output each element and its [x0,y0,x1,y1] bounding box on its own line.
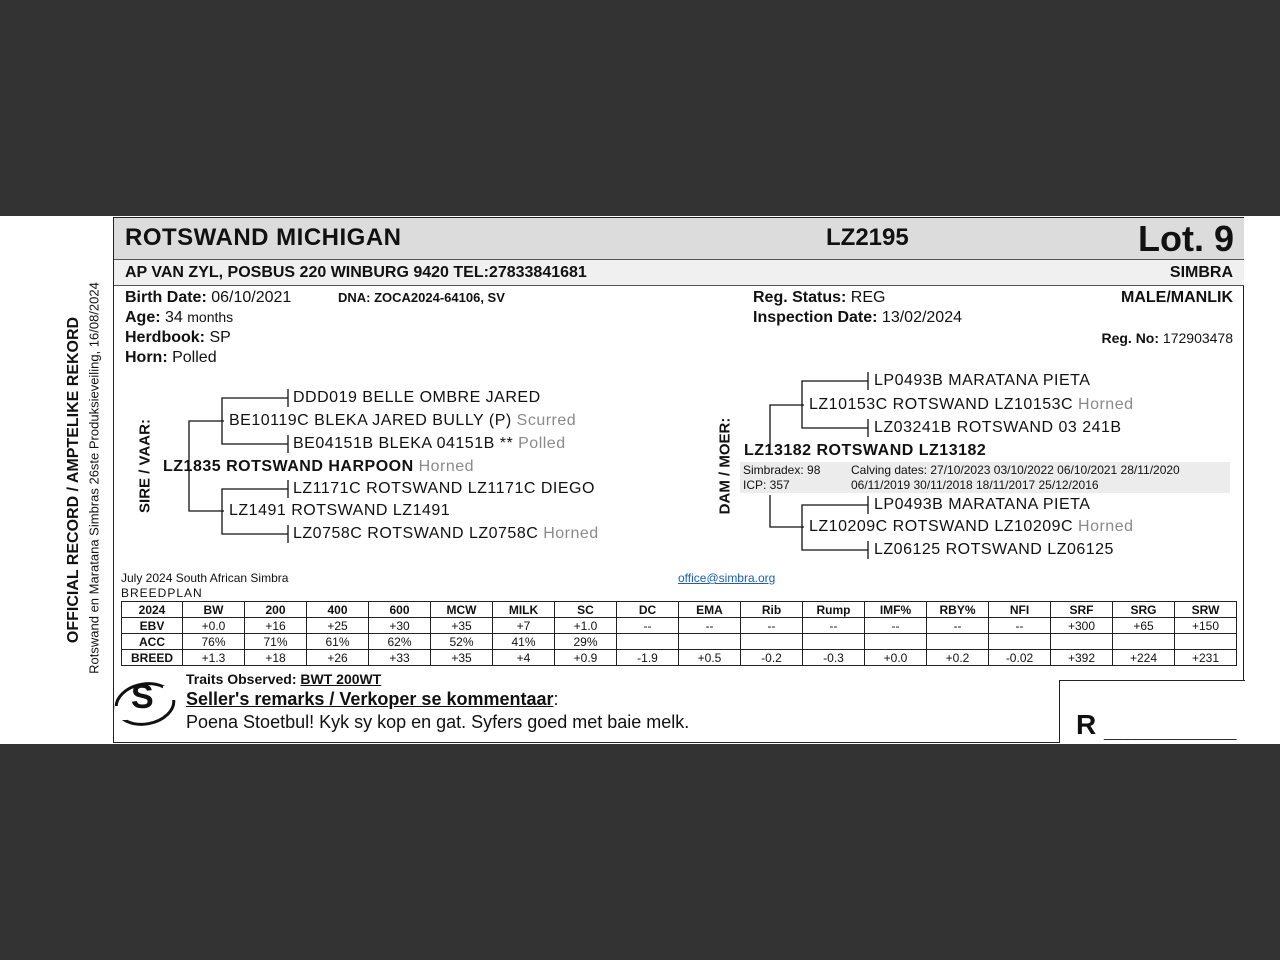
ebv-cell [617,634,679,650]
owner-line: AP VAN ZYL, POSBUS 220 WINBURG 9420 TEL:27833841681 [125,264,587,281]
ebv-cell: 29% [555,634,617,650]
ebv-cell: 76% [183,634,245,650]
ebv-cell: +25 [307,618,369,634]
ebv-cell [927,634,989,650]
dam-dam-sire: LP0493B MARATANA PIETA [874,496,1091,513]
ebv-row [122,618,1237,634]
dam-dam-dam: LZ06125 ROTSWAND LZ06125 [874,541,1114,558]
dam-dam-row [809,518,1134,536]
ebv-system: BREEDPLAN [121,586,203,600]
ebv-header-cell: 600 [369,602,431,618]
traits-value: BWT 200WT [300,671,382,687]
ebv-header-cell: RBY% [927,602,989,618]
ebv-cell: +30 [369,618,431,634]
dam-sire: LZ10153C ROTSWAND LZ10153C [809,396,1074,413]
simbradex-value: Simbradex: 98 [743,463,821,477]
ebv-cell: +0.9 [555,650,617,666]
ebv-cell: BREED [122,650,183,666]
ebv-cell: -- [679,618,741,634]
simbra-logo-letter: S [131,678,154,716]
dam-dam-horn: Horned [1078,518,1134,535]
ebv-cell: 41% [493,634,555,650]
ebv-header-cell: DC [617,602,679,618]
icp-value: ICP: 357 [743,478,790,492]
sire-sire-row [229,412,576,430]
price-line: _________________ [1104,724,1237,740]
ebv-cell: -0.3 [803,650,865,666]
ebv-cell: 52% [431,634,493,650]
ebv-header-row [122,602,1237,618]
calving-dates-2: 06/11/2019 30/11/2018 18/11/2017 25/12/2016 [851,478,1099,492]
ebv-cell: +65 [1113,618,1175,634]
animal-id: LZ2195 [826,224,909,251]
ebv-header-cell: SRW [1175,602,1237,618]
sire-dam-sire: LZ1171C ROTSWAND LZ1171C DIEGO [293,480,595,497]
dam-sire-sire: LP0493B MARATANA PIETA [874,372,1091,389]
horn-label: Horn: [125,349,168,366]
sex-label: MALE/MANLIK [1121,289,1233,306]
ebv-header-cell: 2024 [122,602,183,618]
ebv-cell [989,634,1051,650]
ebv-cell: +1.3 [183,650,245,666]
ebv-header-cell: 200 [245,602,307,618]
ebv-cell: +33 [369,650,431,666]
ebv-cell: EBV [122,618,183,634]
ebv-cell [741,634,803,650]
ebv-cell: -0.02 [989,650,1051,666]
ebv-cell: 71% [245,634,307,650]
ebv-cell [1113,634,1175,650]
sire-label: SIRE / VAAR: [136,419,154,513]
ebv-row [122,650,1237,666]
ebv-cell: +35 [431,618,493,634]
traits-row [186,671,381,687]
sire-sire-dam-row [293,435,566,453]
age-value: 34 [165,309,183,326]
ebv-cell: +231 [1175,650,1237,666]
dam-dam: LZ10209C ROTSWAND LZ10209C [809,518,1074,535]
sire-sire-dam: BE04151B BLEKA 04151B ** [293,435,514,452]
dam-sire-horn: Horned [1078,396,1134,413]
dam-name: LZ13182 ROTSWAND LZ13182 [744,442,987,459]
inspection-value: 13/02/2024 [881,309,962,326]
ebv-header-cell: Rib [741,602,803,618]
ebv-cell [865,634,927,650]
sire-name: LZ1835 ROTSWAND HARPOON [163,458,414,475]
ebv-cell: -- [803,618,865,634]
sire-dam-dam-horn: Horned [543,525,599,542]
ebv-cell: +0.2 [927,650,989,666]
official-record-label: OFFICIAL RECORD / AMPTELIKE REKORD [65,316,82,644]
ebv-cell: +18 [245,650,307,666]
dna-code: DNA: ZOCA2024-64106, SV [338,290,505,305]
ebv-cell: +1.0 [555,618,617,634]
ebv-cell: +224 [1113,650,1175,666]
remarks-heading: Seller's remarks / Verkoper se kommentaar [186,689,554,709]
animal-name: ROTSWAND MICHIGAN [125,224,402,251]
ebv-period: July 2024 South African Simbra [121,571,289,585]
sire-dam-dam-row [293,525,599,543]
reg-status-value: REG [850,289,886,306]
traits-label: Traits Observed: [186,671,297,687]
breed-label: SIMBRA [1169,264,1233,281]
ebv-cell: +0.5 [679,650,741,666]
ebv-cell: -0.2 [741,650,803,666]
sire-dam: LZ1491 ROTSWAND LZ1491 [229,502,451,519]
ebv-cell: +16 [245,618,307,634]
ebv-cell: -- [927,618,989,634]
ebv-cell [803,634,865,650]
ebv-cell [1051,634,1113,650]
ebv-header-cell: MCW [431,602,493,618]
ebv-cell [1175,634,1237,650]
ebv-cell: +150 [1175,618,1237,634]
ebv-cell: +4 [493,650,555,666]
ebv-cell: -- [989,618,1051,634]
dam-sire-dam: LZ03241B ROTSWAND 03 241B [874,419,1122,436]
lot-number: Lot. 9 [1138,218,1234,259]
ebv-header-cell: NFI [989,602,1051,618]
sire-row [163,458,474,476]
sire-horn: Horned [418,458,475,475]
sire-sire-horn: Scurred [516,412,577,429]
ebv-header-cell: MILK [493,602,555,618]
age-unit: months [187,309,234,325]
birth-date-value: 06/10/2021 [211,289,292,306]
ebv-cell: +35 [431,650,493,666]
age-label: Age: [125,309,161,326]
ebv-header-cell: IMF% [865,602,927,618]
ebv-header-cell: BW [183,602,245,618]
ebv-header-cell: SC [555,602,617,618]
dam-label: DAM / MOER: [716,417,734,515]
herdbook-label: Herdbook: [125,329,205,346]
ebv-header-cell: SRF [1051,602,1113,618]
ebv-cell: 62% [369,634,431,650]
ebv-row [122,634,1237,650]
sale-source-label: Rotswand en Maratana Simbras 26ste Produksieveiling, 16/08/2024 [86,282,102,674]
sire-dam-dam: LZ0758C ROTSWAND LZ0758C [293,525,539,542]
remarks-colon: : [553,689,559,709]
ebv-cell: -- [741,618,803,634]
herdbook-value: SP [209,329,231,346]
inspection-label: Inspection Date: [753,309,878,326]
calving-dates-1: Calving dates: 27/10/2023 03/10/2022 06/10/2021 28/11/2020 [851,463,1180,477]
ebv-cell: +26 [307,650,369,666]
price-currency: R [1076,709,1097,740]
sire-sire-dam-horn: Polled [518,435,566,452]
sire-sire-sire: DDD019 BELLE OMBRE JARED [293,389,541,406]
birth-date-label: Birth Date: [125,289,207,306]
remarks-text: Poena Stoetbul! Kyk sy kop en gat. Syfers goed met baie melk. [186,712,690,732]
ebv-cell: +0.0 [183,618,245,634]
reg-no-label: Reg. No: [1101,330,1160,346]
dam-sire-row [809,396,1134,414]
ebv-cell: ACC [122,634,183,650]
ebv-cell: -- [617,618,679,634]
ebv-cell: +392 [1051,650,1113,666]
ebv-cell [679,634,741,650]
ebv-cell: -- [865,618,927,634]
horn-value: Polled [172,349,217,366]
ebv-cell: +7 [493,618,555,634]
ebv-cell: +0.0 [865,650,927,666]
sire-sire: BE10119C BLEKA JARED BULLY (P) [229,412,512,429]
ebv-header-cell: Rump [803,602,865,618]
remarks-heading-row [186,689,559,710]
ebv-cell: -1.9 [617,650,679,666]
ebv-header-cell: SRG [1113,602,1175,618]
email-link[interactable]: office@simbra.org [678,571,776,585]
reg-status-label: Reg. Status: [753,289,847,306]
ebv-cell: 61% [307,634,369,650]
ebv-header-cell: 400 [307,602,369,618]
ebv-table [121,601,1237,666]
ebv-cell: +300 [1051,618,1113,634]
ebv-header-cell: EMA [679,602,741,618]
reg-no-value: 172903478 [1162,330,1233,346]
